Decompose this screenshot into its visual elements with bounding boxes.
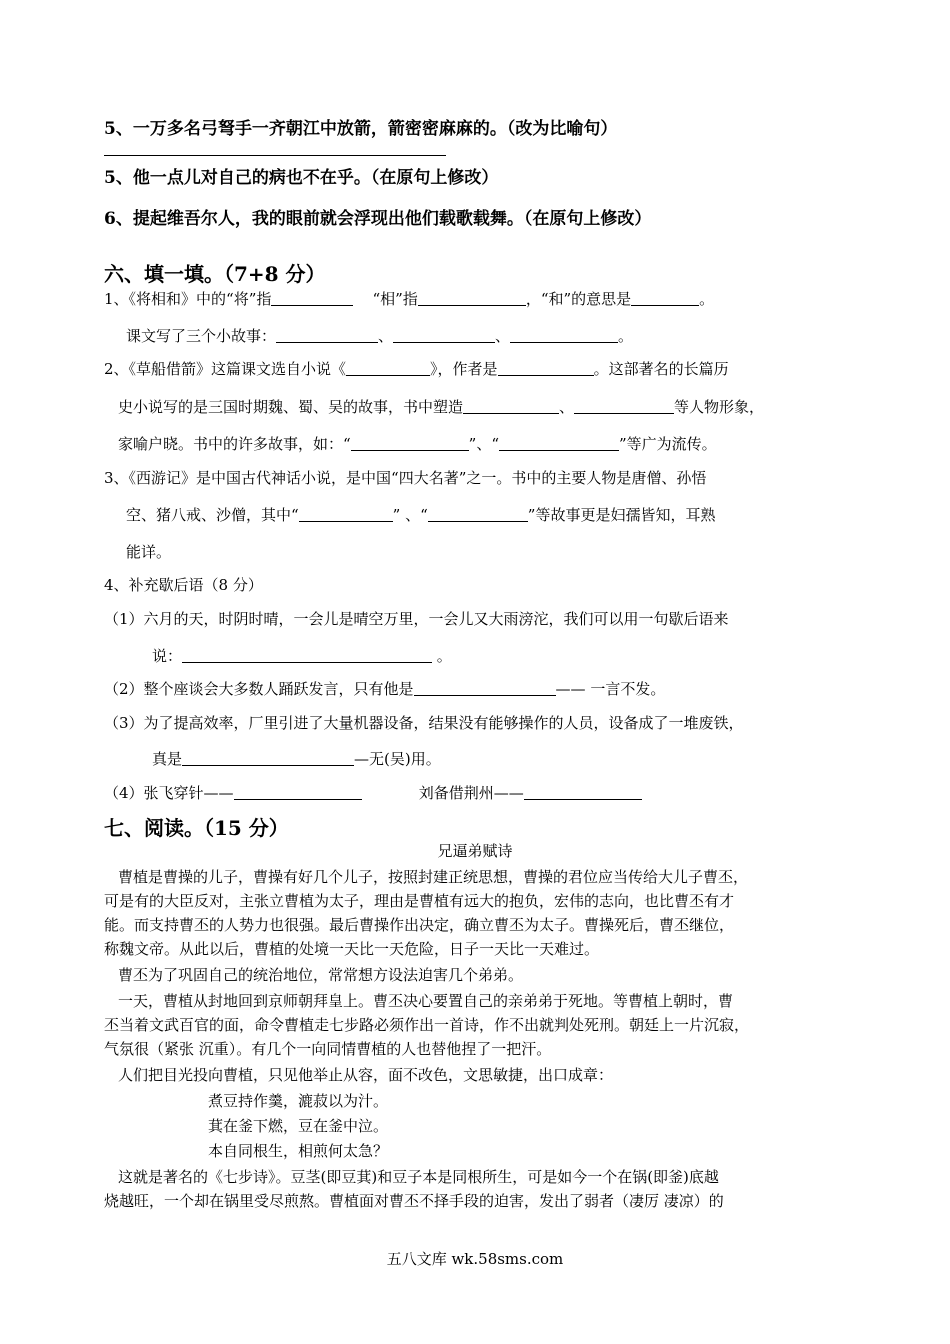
blank[interactable] <box>276 327 378 343</box>
blank[interactable] <box>463 398 559 414</box>
passage-line: 人们把目光投向曹植，只见他举止从容，面不改色，文思敏捷，出口成章： <box>118 1066 614 1084</box>
blank[interactable] <box>271 290 353 306</box>
blank[interactable] <box>346 360 430 376</box>
passage-line: 称魏文帝。从此以后，曹植的处境一天比一天危险，日子一天比一天难过。 <box>104 940 600 958</box>
blank[interactable] <box>414 680 556 696</box>
sentence-6: 6、提起维吾尔人，我的眼前就会浮现出他们载歌载舞。（在原句上修改） <box>104 209 652 229</box>
answer-line <box>104 155 446 156</box>
passage-line: 气氛很（紧张 沉重）。有几个一向同情曹植的人也替他捏了一把汗。 <box>104 1040 552 1058</box>
blank[interactable] <box>234 784 362 800</box>
question-3-line-2: 空、猪八戒、沙僧，其中“ ” 、“ ”等故事更是妇孺皆知，耳熟 <box>126 506 716 524</box>
question-4-3-line-1: （3）为了提高效率，厂里引进了大量机器设备，结果没有能够操作的人员，设备成了一堆废铁， <box>104 714 744 732</box>
question-4-4: （4）张飞穿针—— 刘备借荆州—— <box>104 782 642 803</box>
passage-title: 兄逼弟赋诗 <box>437 842 513 860</box>
blank[interactable] <box>182 750 354 766</box>
question-4-2: （2）整个座谈会大多数人踊跃发言，只有他是 —— 一言不发。 <box>104 680 666 698</box>
section-6-heading: 六、填一填。（7+8 分） <box>104 262 326 286</box>
blank[interactable] <box>631 290 699 306</box>
blank[interactable] <box>524 784 642 800</box>
footer-watermark: 五八文库 wk.58sms.com <box>386 1250 564 1268</box>
passage-line: 这就是著名的《七步诗》。豆茎(即豆萁)和豆子本是同根所生，可是如今一个在锅(即釜)底越 <box>118 1168 719 1186</box>
question-4-3-line-2: 真是 —无(吴)用。 <box>152 750 441 768</box>
passage-line: 可是有的大臣反对，主张立曹植为太子，理由是曹植有远大的抱负，宏伟的志向，也比曹丕有才 <box>104 892 735 910</box>
passage-line: 能。而支持曹丕的人势力也很强。最后曹操作出决定，确立曹丕为太子。曹操死后，曹丕继位， <box>104 916 735 934</box>
sentence-5b: 5、他一点儿对自己的病也不在乎。（在原句上修改） <box>104 168 499 188</box>
question-4-heading: 4、补充歇后语（8 分） <box>104 576 263 594</box>
blank[interactable] <box>499 435 619 451</box>
poem-line: 萁在釜下燃，豆在釜中泣。 <box>208 1117 389 1135</box>
blank[interactable] <box>428 506 528 522</box>
blank[interactable] <box>510 327 618 343</box>
blank[interactable] <box>393 327 495 343</box>
question-2-line-1: 2、《草船借箭》这篇课文选自小说《 》，作者是 。这部著名的长篇历 <box>104 360 729 378</box>
passage-line: 丕当着文武百官的面，命令曹植走七步路必须作出一首诗，作不出就判处死刑。朝廷上一片沉寂， <box>104 1016 750 1034</box>
blank[interactable] <box>418 290 526 306</box>
poem-line: 煮豆持作羹，漉菽以为汁。 <box>208 1092 389 1110</box>
passage-line: 烧越旺，一个却在锅里受尽煎熬。曹植面对曹丕不择手段的迫害，发出了弱者（凄厉 凄凉）的 <box>104 1192 724 1210</box>
question-2-line-3: 家喻户晓。书中的许多故事，如：“ ”、“ ”等广为流传。 <box>118 435 717 453</box>
section-7-heading: 七、阅读。（15 分） <box>104 816 289 840</box>
question-3-line-3: 能详。 <box>126 543 172 561</box>
blank[interactable] <box>182 647 432 663</box>
question-3-line-1: 3、《西游记》是中国古代神话小说，是中国“四大名著”之一。书中的主要人物是唐僧、孙悟 <box>104 469 707 487</box>
passage-line: 一天，曹植从封地回到京师朝拜皇上。曹丕决心要置自己的亲弟弟于死地。等曹植上朝时，曹 <box>118 992 734 1010</box>
passage-line: 曹植是曹操的儿子，曹操有好几个儿子，按照封建正统思想，曹操的君位应当传给大儿子曹丕， <box>118 868 749 886</box>
blank[interactable] <box>574 398 674 414</box>
question-4-1-line-2: 说： 。 <box>152 647 452 665</box>
blank[interactable] <box>299 506 393 522</box>
poem-line: 本自同根生，相煎何太急？ <box>208 1142 389 1160</box>
question-1-line-1: 1、《将相和》中的“将”指 “相”指 ，“和”的意思是 。 <box>104 290 715 308</box>
passage-line: 曹丕为了巩固自己的统治地位，常常想方设法迫害几个弟弟。 <box>118 966 524 984</box>
blank[interactable] <box>351 435 469 451</box>
question-1-line-2: 课文写了三个小故事： 、 、 。 <box>126 327 634 345</box>
question-4-1-line-1: （1）六月的天，时阴时晴，一会儿是晴空万里，一会儿又大雨滂沱，我们可以用一句歇后语来 <box>104 610 729 628</box>
question-2-line-2: 史小说写的是三国时期魏、蜀、吴的故事，书中塑造 、 等人物形象， <box>118 398 765 416</box>
sentence-5a: 5、一万多名弓弩手一齐朝江中放箭，箭密密麻麻的。（改为比喻句） <box>104 119 618 139</box>
blank[interactable] <box>498 360 594 376</box>
